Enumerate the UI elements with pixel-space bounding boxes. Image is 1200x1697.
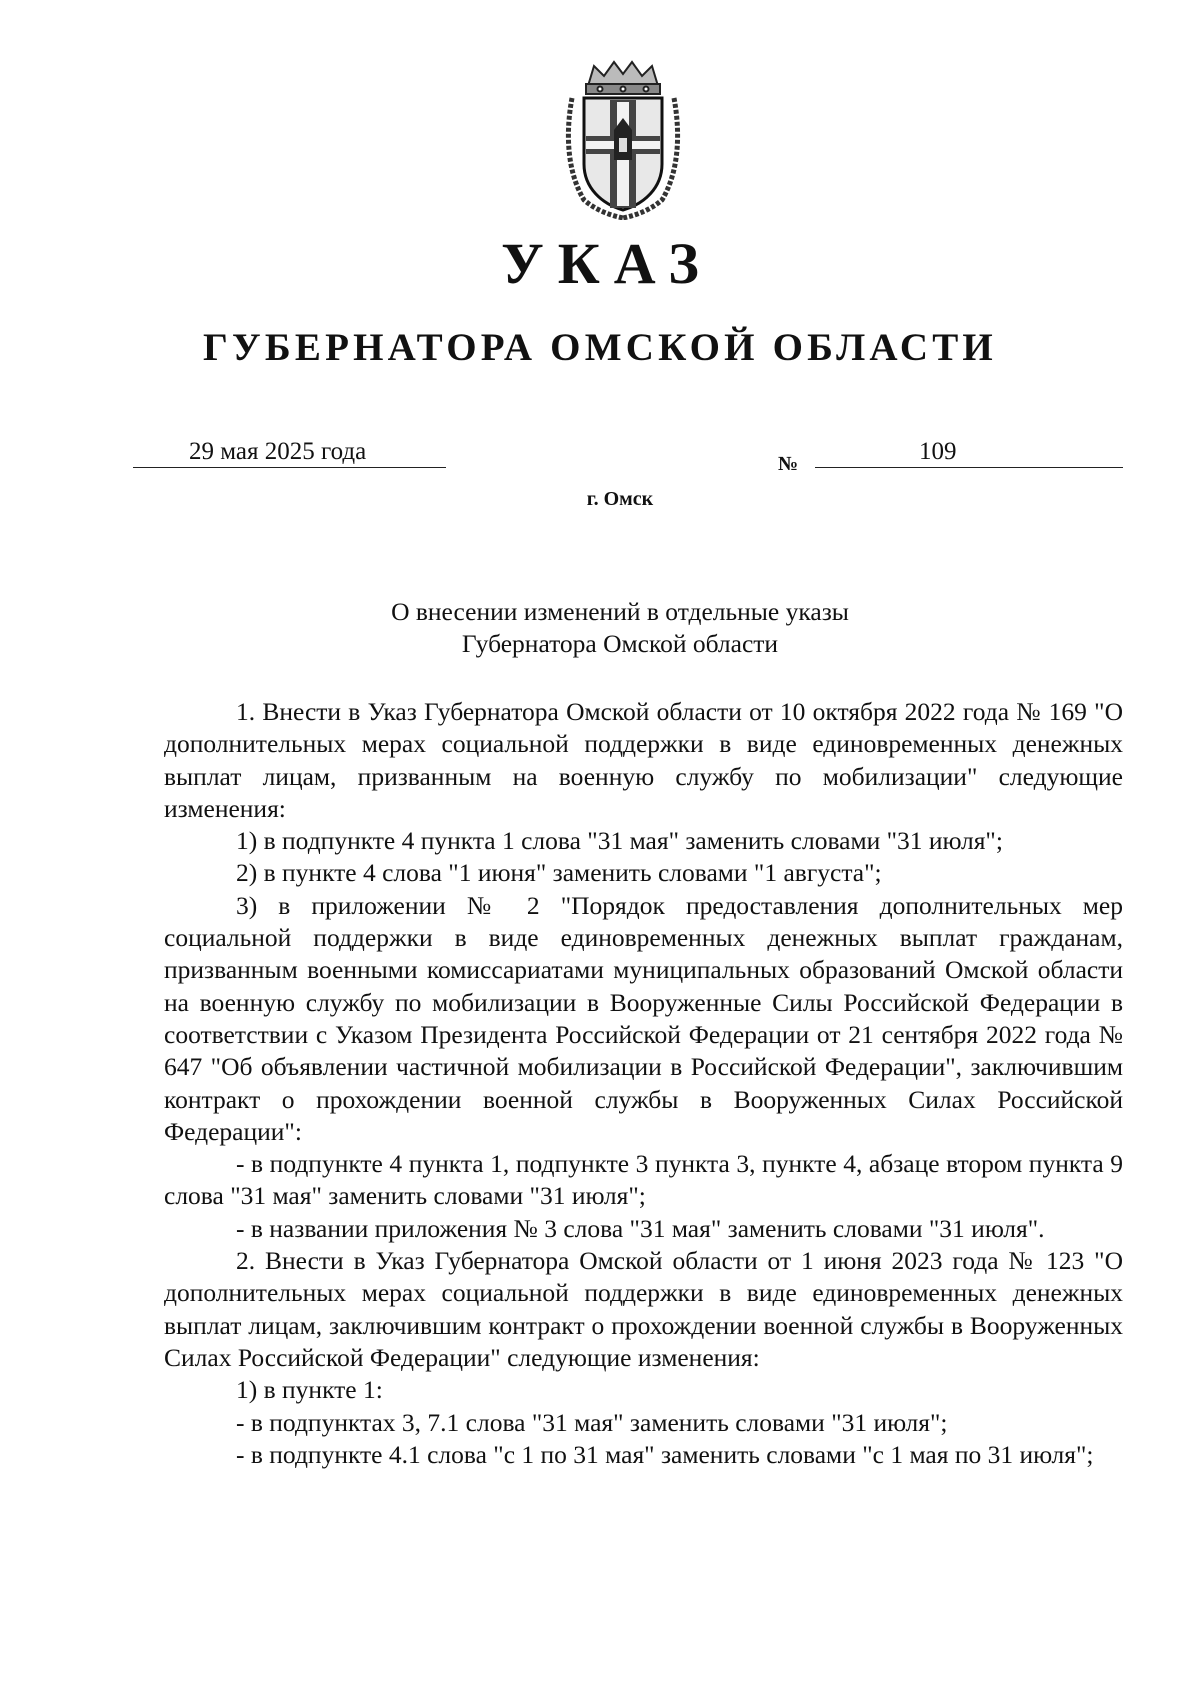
decree-body [164, 696, 1123, 1471]
crown-icon [586, 62, 660, 94]
paragraph-1: 1. Внести в Указ Губернатора Омской области от 10 октября 2022 года № 169 "О дополнительных мерах социальной поддержки в виде единовременных денежных выплат лицам, призванным на военную службу по мобилизации" следующие изменения: [164, 697, 1123, 823]
subject-line-2: Губернатора Омской области [461, 629, 779, 658]
decree-subject [0, 596, 1200, 660]
paragraph-1-3: 3) в приложении № 2 "Порядок предоставления дополнительных мер социальной поддержки в виде единовременных денежных выплат гражданам, призванным военными комиссариатами муниципальных образований Омской области на военную службу по мобилизации в Вооруженные Силы Российской Федерации в соответствии с Указом Президента Российской Федерации от 21 сентября 2022 года № 647 "Об объявлении частичной мобилизации в Российской Федерации", заключившим контракт о прохождении военной службы в Вооруженных Силах Российской Федерации": [164, 890, 1123, 1146]
document-subtitle: ГУБЕРНАТОРА ОМСКОЙ ОБЛАСТИ [203, 326, 997, 369]
paragraph-1-3-a: - в подпункте 4 пункта 1, подпункте 3 пункта 3, пункте 4, абзаце втором пункта 9 слова "31 мая" заменить словами "31 июля"; [164, 1149, 1123, 1211]
paragraph-1-3-b: - в названии приложения № 3 слова "31 мая" заменить словами "31 июля". [236, 1213, 1045, 1243]
omsk-coat-of-arms-icon [564, 60, 682, 220]
decree-date-field [133, 437, 446, 468]
paragraph-2-1-a: - в подпунктах 3, 7.1 слова "31 мая" заменить словами "31 июля"; [236, 1407, 948, 1437]
paragraph-2-1: 1) в пункте 1: [236, 1375, 383, 1405]
subject-line-1: О внесении изменений в отдельные указы [391, 597, 849, 626]
paragraph-1-1: 1) в подпункте 4 пункта 1 слова "31 мая" заменить словами "31 июля"; [236, 826, 1003, 856]
paragraph-2-1-b: - в подпункте 4.1 слова "с 1 по 31 мая" заменить словами "с 1 мая по 31 июля"; [236, 1439, 1094, 1469]
document-title: УКАЗ [501, 231, 713, 296]
paragraph-1-2: 2) в пункте 4 слова "1 июня" заменить словами "1 августа"; [236, 858, 882, 888]
decree-date: 29 мая 2025 года [189, 438, 367, 465]
decree-number-field [815, 437, 1123, 468]
paragraph-2: 2. Внести в Указ Губернатора Омской области от 1 июня 2023 года № 123 "О дополнительных мерах социальной поддержки в виде единовременных денежных выплат лицам, заключившим контракт о прохождении военной службы в Вооруженных Силах Российской Федерации" следующие изменения: [164, 1246, 1123, 1372]
city: г. Омск [586, 488, 654, 510]
decree-number: 109 [919, 438, 957, 465]
number-sign: № [778, 453, 799, 475]
